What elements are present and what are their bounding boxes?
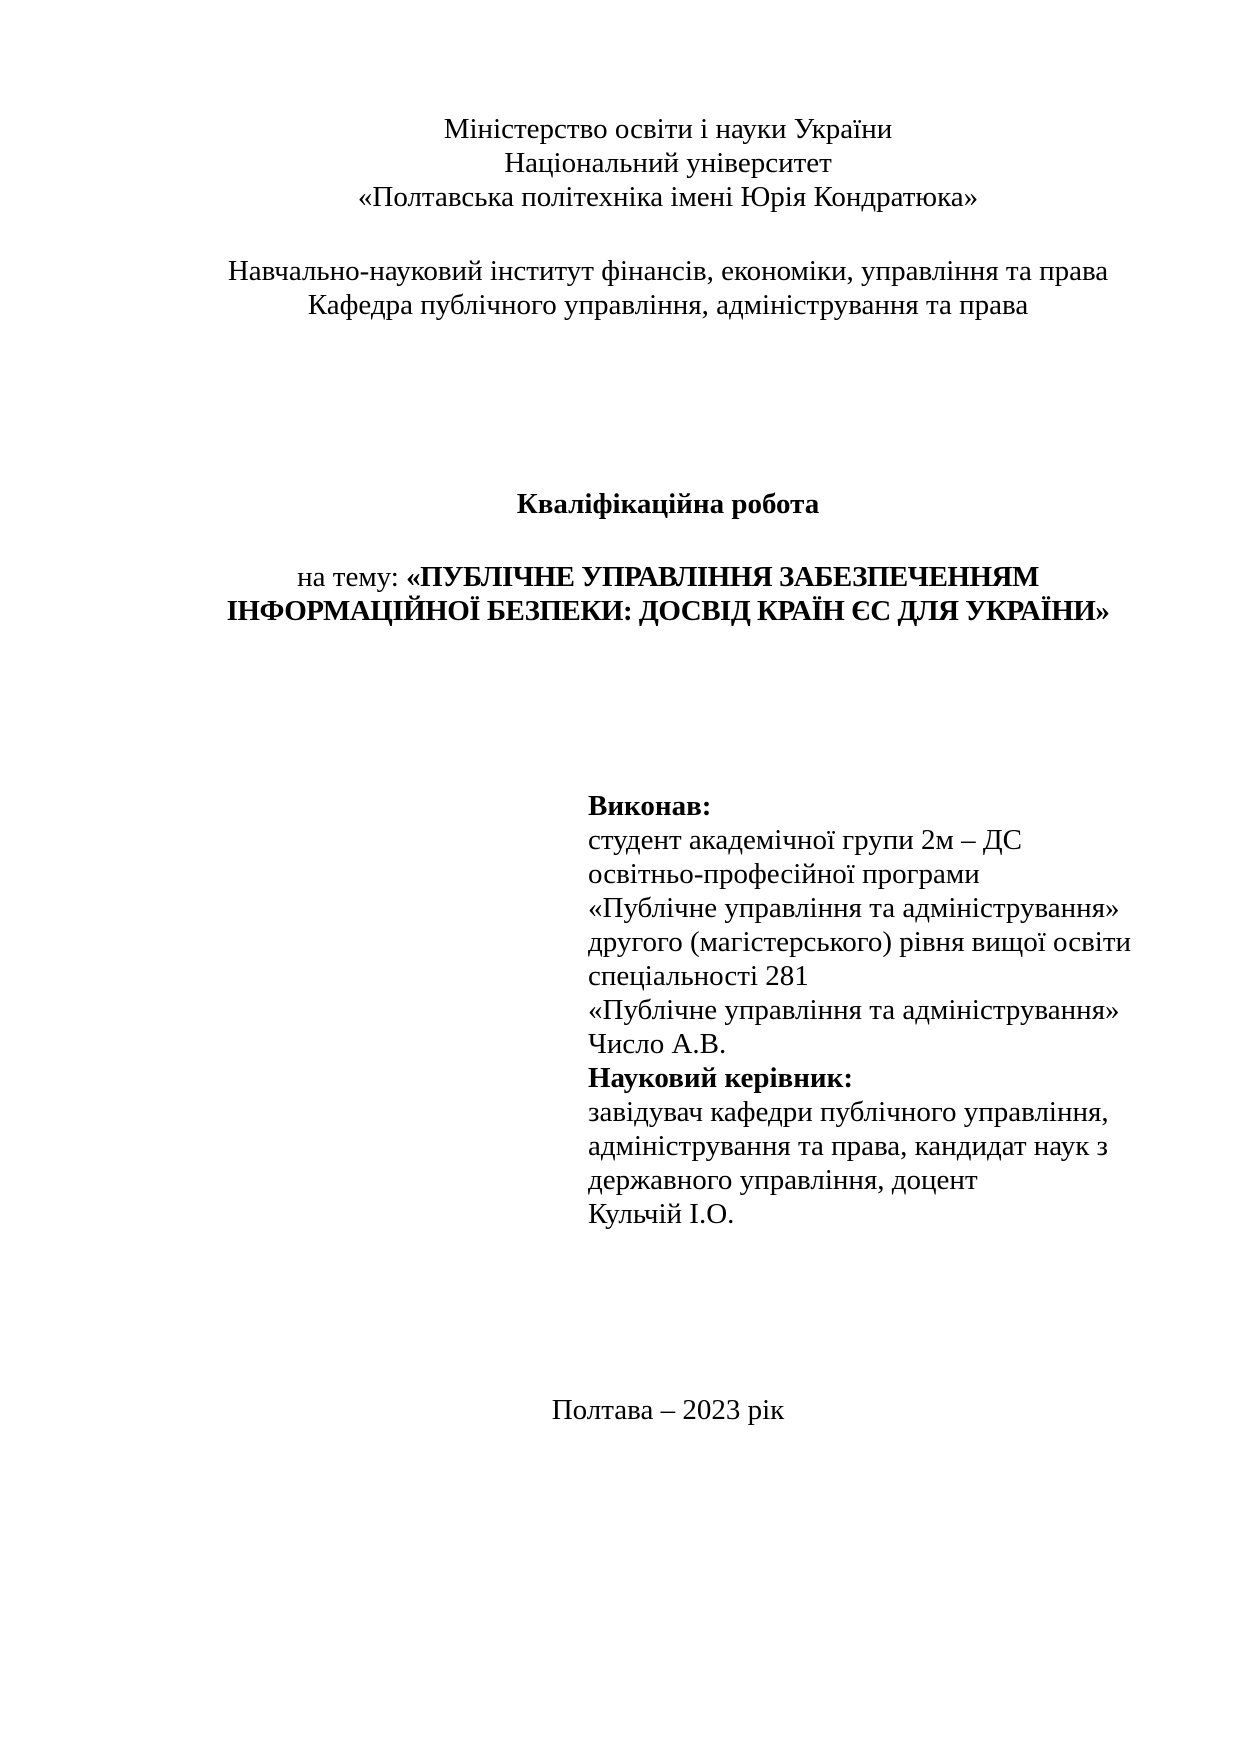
supervisor-name: Кульчій І.О. — [588, 1198, 735, 1230]
credits-block — [588, 789, 1180, 1231]
executor-line: «Публічне управління та адміністрування» — [588, 994, 1120, 1026]
topic-prefix: на тему: — [297, 561, 407, 593]
executor-line: студент академічної групи 2м – ДС — [588, 824, 1023, 856]
executor-label: Виконав: — [588, 790, 712, 822]
institute-line: Навчально-науковий інститут фінансів, економіки, управління та права — [227, 255, 1109, 287]
executor-name: Число А.В. — [588, 1028, 727, 1060]
executor-line: другого (магістерського) рівня вищої освіти — [588, 926, 1132, 958]
topic-block — [177, 560, 1159, 628]
university-name-line: «Полтавська політехніка імені Юрія Кондратюка» — [357, 181, 979, 213]
executor-line: освітньо-професійної програми — [588, 858, 980, 890]
supervisor-label: Науковий керівник: — [588, 1062, 854, 1094]
supervisor-line: завідувач кафедри публічного управління, — [588, 1096, 1109, 1128]
topic-title: «ПУБЛІЧНЕ УПРАВЛІННЯ ЗАБЕЗПЕЧЕННЯМ ІНФОРМАЦІЙНОЇ БЕЗПЕКИ: ДОСВІД КРАЇН ЄС ДЛЯ УКРАЇНИ» — [226, 561, 1110, 627]
executor-line: «Публічне управління та адміністрування» — [588, 892, 1120, 924]
executor-line: спеціальності 281 — [588, 960, 809, 992]
supervisor-line: адміністрування та права, кандидат наук з — [588, 1130, 1108, 1162]
footer-city-year: Полтава – 2023 рік — [551, 1394, 785, 1426]
institute-header — [177, 254, 1159, 322]
university-header — [177, 112, 1159, 214]
department-line: Кафедра публічного управління, адміністрування та права — [307, 289, 1029, 321]
university-line: Національний університет — [504, 147, 832, 179]
ministry-line: Міністерство освіти і науки України — [443, 113, 893, 145]
work-type-heading: Кваліфікаційна робота — [516, 488, 820, 520]
supervisor-line: державного управління, доцент — [588, 1164, 978, 1196]
